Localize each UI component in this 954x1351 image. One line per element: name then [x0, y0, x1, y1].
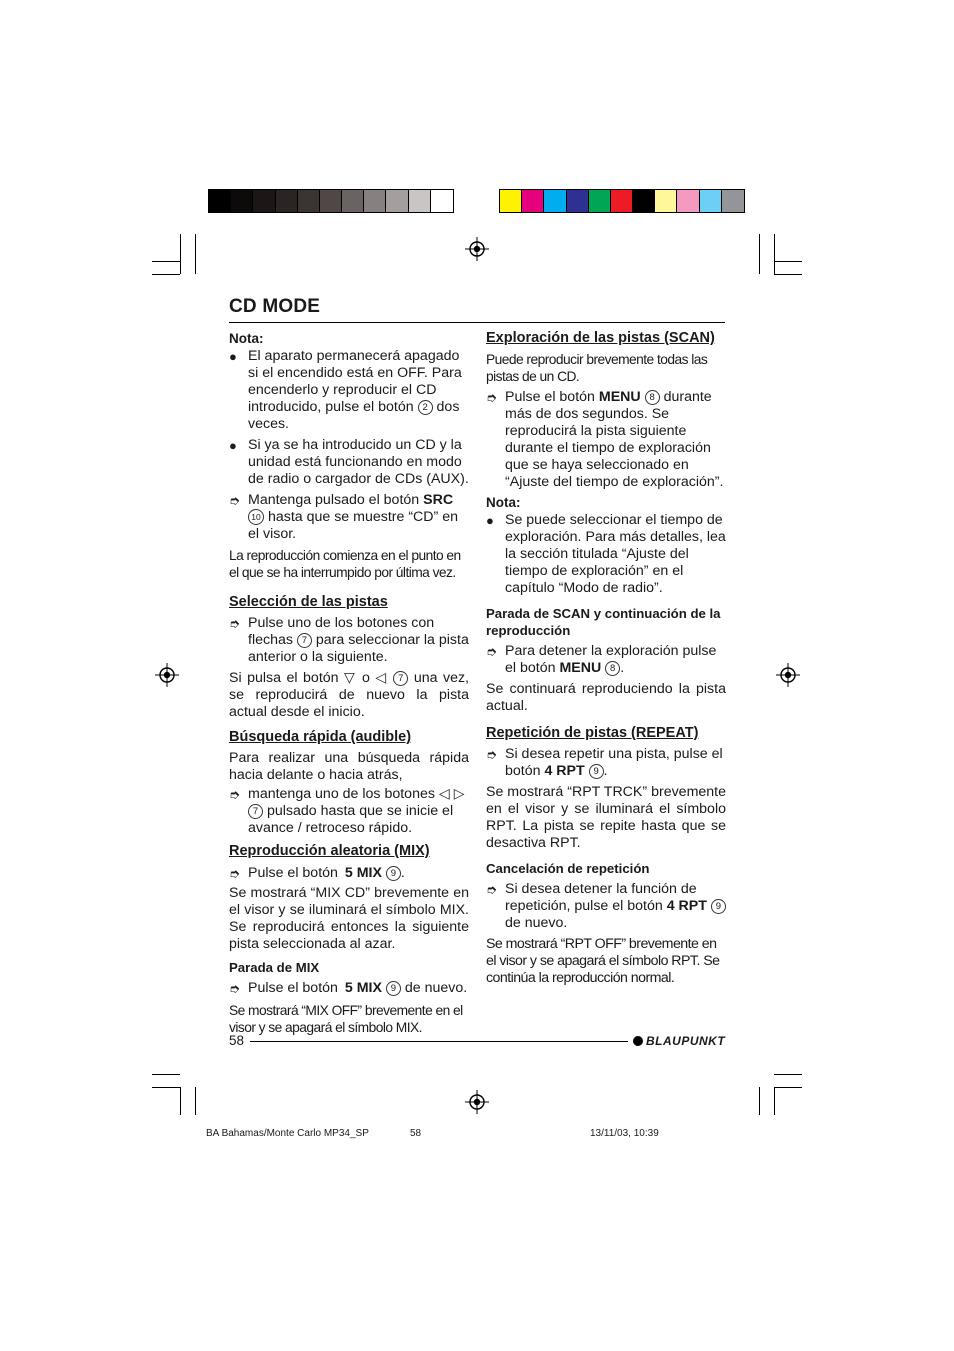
calibration-swatch — [522, 190, 544, 212]
arrow-step-icon: ➮ — [486, 644, 497, 659]
calibration-swatch — [364, 190, 386, 212]
body-paragraph: Puede reproducir brevemente todas las pistas de un CD. — [486, 352, 708, 384]
calibration-swatch — [655, 190, 677, 212]
section-heading-repeat: Repetición de pistas (REPEAT) — [486, 725, 699, 741]
body-paragraph: Se mostrará “RPT TRCK” brevemente en el visor y se iluminará el símbolo RPT. La pista se repite hasta que se desactiva RPT. — [486, 784, 726, 851]
calibration-swatch — [700, 190, 722, 212]
arrow-step-icon: ➮ — [229, 866, 240, 881]
calibration-swatch — [567, 190, 589, 212]
instruction-step: ➮ Si desea repetir una pista, pulse el botón 4 RPT 9 . — [486, 746, 723, 779]
arrow-step-icon: ➮ — [486, 747, 497, 762]
calibration-swatch — [677, 190, 699, 212]
brand-logo: BLAUPUNKT — [633, 1034, 725, 1048]
section-heading-scan: Exploración de las pistas (SCAN) — [486, 330, 715, 346]
button-number-badge: 7 — [297, 633, 312, 648]
note-item: ● El aparato permanecerá apagado si el encendido está en OFF. Para encenderlo y reproducir el CD introducido, pulse el botón 2 dos veces. — [229, 348, 462, 432]
instruction-step: ➮ Para detener la exploración pulse el botón MENU 8 . — [486, 643, 717, 676]
body-paragraph: Para realizar una búsqueda rápida hacia delante o hacia atrás, — [229, 750, 469, 783]
title-rule — [229, 322, 725, 323]
print-slug-date: 13/11/03, 10:39 — [590, 1128, 659, 1139]
instruction-step: ➮ Pulse el botón 5 MIX 9 de nuevo. — [229, 980, 468, 996]
gray-calibration-bar — [208, 189, 454, 213]
arrow-step-icon: ➮ — [229, 787, 240, 802]
color-calibration-bar — [499, 189, 745, 213]
calibration-swatch — [253, 190, 275, 212]
calibration-swatch — [500, 190, 522, 212]
button-number-badge: 2 — [418, 400, 433, 415]
subheading-cancelacion: Cancelación de repetición — [486, 861, 650, 876]
section-heading-mix: Reproducción aleatoria (MIX) — [229, 843, 430, 859]
arrow-step-icon: ➮ — [229, 981, 240, 996]
body-paragraph: Se mostrará “RPT OFF” brevemente en el visor y se apagará el símbolo RPT. Se continúa la reproducción normal. — [486, 936, 720, 986]
registration-mark-icon — [465, 1090, 489, 1114]
calibration-swatch — [611, 190, 633, 212]
print-slug-page: 58 — [410, 1128, 422, 1139]
bullet-icon: ● — [229, 438, 237, 453]
page-number: 58 — [229, 1033, 245, 1048]
button-number-badge: 7 — [393, 671, 408, 686]
button-number-badge: 8 — [645, 390, 660, 405]
body-paragraph: La reproducción comienza en el punto en el que se ha interrumpido por última vez. — [229, 548, 461, 580]
calibration-swatch — [276, 190, 298, 212]
instruction-step: ➮ Pulse el botón 5 MIX 9 . — [229, 865, 405, 881]
calibration-swatch — [342, 190, 364, 212]
body-paragraph: Se mostrará “MIX CD” brevemente en el visor y se iluminará el símbolo MIX. Se reproducirá entonces la siguiente pista seleccionada al azar. — [229, 885, 469, 952]
calibration-swatch — [722, 190, 744, 212]
calibration-swatch — [544, 190, 566, 212]
button-number-badge: 10 — [248, 509, 264, 525]
bullet-icon: ● — [229, 349, 237, 364]
button-number-badge: 9 — [386, 981, 401, 996]
calibration-swatch — [409, 190, 431, 212]
calibration-swatch — [209, 190, 231, 212]
instruction-step: ➮ mantenga uno de los botones ◁ ▷ 7 pulsado hasta que se inicie el avance / retroceso rápido. — [229, 786, 465, 836]
button-number-badge: 9 — [711, 899, 726, 914]
button-number-badge: 9 — [386, 866, 401, 881]
instruction-step: ➮ Pulse uno de los botones con flechas 7 para seleccionar la pista anterior o la siguiente. — [229, 615, 469, 665]
button-number-badge: 7 — [248, 804, 263, 819]
registration-mark-icon — [776, 663, 800, 687]
arrow-step-icon: ➮ — [486, 882, 497, 897]
body-paragraph: Si pulsa el botón ▽ o ◁ 7 una vez, se reproducirá de nuevo la pista actual desde el inicio. — [229, 670, 469, 720]
footer-rule — [250, 1041, 628, 1042]
note-item: ● Se puede seleccionar el tiempo de exploración. Para más detalles, lea la sección titulada “Ajuste del tiempo de exploración” en el capítulo “Modo de radio”. — [486, 512, 726, 596]
calibration-swatch — [633, 190, 655, 212]
registration-mark-icon — [155, 663, 179, 687]
arrow-step-icon: ➮ — [229, 616, 240, 631]
calibration-swatch — [231, 190, 253, 212]
nota-heading: Nota: — [229, 331, 264, 346]
button-number-badge: 9 — [589, 764, 604, 779]
section-heading-seleccion: Selección de las pistas — [229, 594, 388, 610]
arrow-step-icon: ➮ — [229, 493, 240, 508]
instruction-step: ➮ Si desea detener la función de repetición, pulse el botón 4 RPT 9 de nuevo. — [486, 881, 726, 932]
bullet-icon: ● — [486, 513, 494, 528]
note-item: ● Si ya se ha introducido un CD y la unidad está funcionando en modo de radio o cargador de CDs (AUX). — [229, 437, 469, 487]
left-column — [229, 330, 469, 1036]
brand-dot-icon — [633, 1036, 643, 1046]
calibration-swatch — [298, 190, 320, 212]
calibration-swatch — [431, 190, 453, 212]
print-slug-left: BA Bahamas/Monte Carlo MP34_SP — [206, 1128, 369, 1139]
section-heading-busqueda: Búsqueda rápida (audible) — [229, 729, 412, 745]
instruction-step: ➮ Pulse el botón MENU 8 durante más de dos segundos. Se reproducirá la pista siguiente durante el tiempo de exploración que se haya seleccionado en “Ajuste del tiempo de exploración”. — [486, 389, 724, 490]
calibration-swatch — [386, 190, 408, 212]
calibration-swatch — [320, 190, 342, 212]
calibration-swatch — [589, 190, 611, 212]
registration-mark-icon — [465, 237, 489, 261]
instruction-step: ➮ Mantenga pulsado el botón SRC 10 hasta que se muestre “CD” en el visor. — [229, 492, 458, 542]
body-paragraph: Se mostrará “MIX OFF” brevemente en el visor y se apagará el símbolo MIX. — [229, 1003, 463, 1035]
right-column — [486, 330, 726, 987]
subheading-parada-mix: Parada de MIX — [229, 960, 320, 975]
page-title: CD MODE — [229, 296, 321, 317]
arrow-step-icon: ➮ — [486, 390, 497, 405]
subheading-parada-scan: Parada de SCAN y continuación de la reproducción — [486, 606, 721, 638]
nota-heading: Nota: — [486, 495, 521, 510]
body-paragraph: Se continuará reproduciendo la pista actual. — [486, 681, 726, 714]
button-number-badge: 8 — [605, 661, 620, 676]
